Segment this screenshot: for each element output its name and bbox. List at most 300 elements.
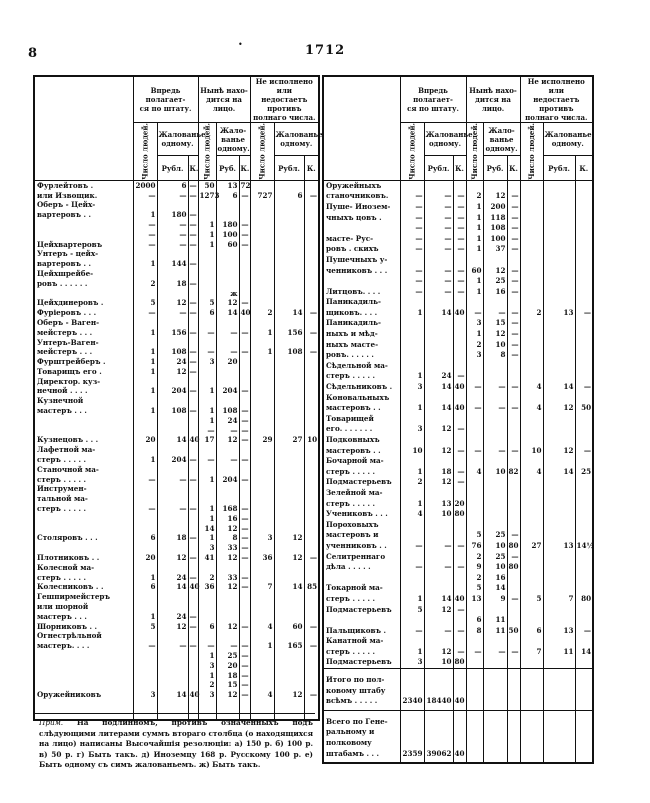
cell-short-rub: 14 (543, 456, 575, 477)
row-label: Токарной ма- стеръ . . . . . (323, 573, 400, 605)
row-label: Паникадиль- ныхъ и мѣд- ныхъ масте- ровъ. . . . . . (323, 318, 400, 360)
cell-staff-count: — — — — — (400, 202, 424, 255)
table-row (34, 180, 319, 200)
cell-staff-rub: — — (424, 276, 453, 297)
table-row (34, 631, 319, 651)
cell-staff-kop: 40 (188, 651, 198, 700)
cell-short-count: 29 (250, 416, 274, 445)
cell-short-rub (543, 180, 575, 202)
cell-present-rub: 33 12 (216, 543, 239, 563)
cell-present-kop: — 80 (508, 551, 519, 572)
cell-present-count (198, 592, 216, 621)
table-row (323, 509, 593, 520)
cell-present-kop: — (507, 636, 520, 657)
cell-staff-rub: 12 (424, 477, 453, 488)
header-per-staff: Впредь полагает- ся по штату. (133, 76, 198, 123)
cell-staff-count: 1 (133, 445, 157, 465)
cell-short-rub (543, 255, 575, 276)
cell-staff-rub: 6 — (157, 180, 188, 200)
cell-staff-rub: 12 (424, 435, 453, 456)
cell-short-kop (575, 509, 593, 520)
cell-short-rub (543, 361, 575, 382)
cell-present-kop: 82 (507, 456, 520, 477)
cell-present-count: 1 1 1 (198, 220, 216, 249)
header-kopecks: К. (453, 156, 466, 180)
row-label: Селитреннаго дѣла . . . . . (323, 552, 400, 573)
cell-present-kop: — (239, 318, 250, 338)
cell-staff-count: 1 (400, 456, 424, 477)
cell-short-count (520, 361, 543, 382)
cell-present-rub: 25 10 (483, 520, 507, 552)
table-row (34, 651, 319, 700)
table-row (34, 200, 319, 220)
cell-present-count: — (466, 636, 483, 657)
cell-present-rub: 168 (216, 484, 239, 513)
cell-present-rub (216, 249, 239, 269)
cell-staff-kop: — (188, 269, 198, 289)
row-label: Столяровъ . . . (34, 514, 133, 543)
header-salary: Жало- ванье одному. (483, 123, 520, 156)
cell-present-rub (483, 669, 507, 711)
cell-present-kop: — (507, 435, 520, 456)
table-row (323, 255, 593, 276)
cell-short-count (520, 488, 543, 509)
cell-short-rub (543, 202, 575, 255)
cell-staff-rub: 144 (157, 249, 188, 269)
cell-short-kop (575, 657, 593, 668)
cell-staff-count: 1 (133, 377, 157, 397)
cell-short-kop: — (575, 435, 593, 456)
cell-short-kop: — (304, 543, 319, 563)
cell-present-count: 1 (198, 465, 216, 485)
cell-present-kop (507, 361, 520, 382)
row-label: Колесной ма- стеръ . . . . . (34, 563, 133, 583)
cell-present-rub: 13 6 (216, 180, 239, 200)
table-row (34, 484, 319, 513)
cell-short-rub: 14 (274, 582, 304, 592)
cell-short-count (520, 509, 543, 520)
cell-short-rub (543, 509, 575, 520)
cell-present-count (466, 361, 483, 382)
cell-staff-count: 1 (133, 249, 157, 269)
cell-present-rub: — (483, 393, 507, 414)
cell-staff-count: 1 (400, 361, 424, 382)
cell-staff-count: — (400, 255, 424, 276)
cell-staff-rub: 18 (157, 514, 188, 543)
cell-short-count: 7 (520, 636, 543, 657)
cell-staff-rub: — (157, 465, 188, 485)
table-row (34, 514, 319, 543)
header-rubles: Руб. (483, 156, 507, 180)
cell-present-kop: — — — (239, 416, 250, 445)
row-label: Унтеръ-Ваген- мейстеръ . . . (34, 338, 133, 358)
cell-short-count (520, 477, 543, 488)
cell-short-count (520, 255, 543, 276)
cell-short-count (520, 657, 543, 668)
cell-present-kop (507, 477, 520, 488)
cell-staff-count: 1 (133, 367, 157, 377)
cell-staff-count: 1 (400, 573, 424, 605)
cell-present-count: 1 (198, 396, 216, 416)
cell-short-rub (274, 465, 304, 485)
cell-staff-count: 20 (133, 543, 157, 563)
cell-short-rub (274, 357, 304, 367)
cell-short-rub: 6 (274, 180, 304, 200)
row-label: Коновальныхъ мастеровъ . . (323, 393, 400, 414)
header-per-staff: Впредь полагает- ся по штату. (400, 76, 466, 123)
cell-staff-kop: — (453, 361, 466, 382)
footnote-text: На подлинномъ, противъ означенныхъ подъ слѣдующими литерами суммъ втораго столбца (о находящихся на лицо) написаны Высочайшія резолюціи: а) 150 р. б) 100 р. в) 50 р. г) Быть такъ. д) Иноземцу 168 р. Русскому 100 р. е) Быть одному съ симъ жалованьемъ. ж) Быть такъ. (39, 718, 313, 769)
cell-staff-kop: 40 (453, 297, 466, 318)
row-label: Оружейныхъ станочниковъ. (323, 180, 400, 202)
cell-staff-rub: 12 (157, 289, 188, 309)
cell-staff-kop: — (188, 396, 198, 416)
cell-short-count (520, 202, 543, 255)
cell-staff-rub: 24 (157, 592, 188, 621)
cell-present-count (466, 605, 483, 616)
row-label: Бочарной ма- стеръ . . . . . (323, 456, 400, 477)
cell-present-kop: 50 (507, 615, 520, 636)
cell-short-kop (575, 202, 593, 255)
row-label: Фуріеровъ . . . (34, 308, 133, 318)
cell-short-count (250, 445, 274, 465)
cell-present-rub: 15 12 10 8 (483, 318, 507, 360)
cell-staff-kop: — — (189, 180, 197, 200)
cell-staff-rub: — (157, 631, 188, 651)
table-row (323, 435, 593, 456)
cell-short-kop (304, 200, 319, 220)
table-row (34, 416, 319, 445)
cell-staff-count: 2340 (400, 669, 424, 711)
cell-short-rub (274, 563, 304, 583)
cell-staff-kop: 80 (453, 657, 466, 668)
header-present: Нынѣ нахо- дится на лицо. (198, 76, 250, 123)
cell-present-count (198, 249, 216, 269)
cell-present-kop: — — — — — (507, 202, 520, 255)
cell-present-rub (483, 414, 507, 435)
cell-short-kop: 25 (575, 456, 593, 477)
cell-present-kop: — (507, 382, 520, 393)
cell-present-count: 2 (466, 180, 483, 202)
header-rubles: Рубл. (274, 156, 304, 180)
cell-short-kop: — (304, 338, 319, 358)
cell-staff-rub: — (424, 552, 453, 573)
cell-short-count: 4 (520, 456, 543, 477)
cell-short-kop: 14 (575, 636, 593, 657)
cell-staff-kop: — — (453, 276, 466, 297)
cell-staff-kop: — (453, 605, 466, 616)
cell-short-kop (304, 367, 319, 377)
cell-present-kop: — (507, 393, 520, 414)
cell-staff-kop: — (453, 435, 466, 456)
cell-staff-kop: — (453, 255, 466, 276)
cell-present-rub: — (216, 318, 239, 338)
cell-staff-kop: 40 (188, 416, 198, 445)
cell-short-rub: 12 (274, 543, 304, 563)
cell-present-rub: 12 (483, 180, 507, 202)
cell-staff-rub: 18440 (424, 669, 453, 711)
cell-present-count: 60 (466, 255, 483, 276)
cell-short-kop (304, 465, 319, 485)
cell-staff-rub: 12 (157, 622, 188, 632)
cell-staff-rub: 13 (424, 488, 453, 509)
cell-staff-count: 2 (133, 269, 157, 289)
table-row (34, 249, 319, 269)
cell-present-rub: 16 12 8 (216, 514, 239, 543)
cell-present-count: 1 14 1 (198, 514, 216, 543)
row-label: Кузнецовъ . . . (34, 416, 133, 445)
cell-short-rub (274, 592, 304, 621)
cell-present-count: 50 1273 (199, 180, 220, 200)
cell-present-rub: 11 11 (483, 615, 507, 636)
cell-staff-kop: — (188, 377, 198, 397)
cell-present-count: — (198, 631, 216, 651)
cell-staff-count: 1 (400, 488, 424, 509)
row-label: Оберъ - Ваген- мейстеръ . . . (34, 318, 133, 338)
header-people-count: Число людей. (198, 123, 216, 181)
header-kopecks: К. (575, 156, 593, 180)
cell-short-count (520, 605, 543, 616)
row-label: Итого по пол- ковому штабу всѣмъ . . . . . (323, 669, 400, 711)
cell-staff-rub: 108 (157, 396, 188, 416)
cell-present-rub: — (216, 631, 239, 651)
cell-present-count (198, 367, 216, 377)
cell-staff-count: — (133, 484, 157, 513)
table-row (323, 636, 593, 657)
table-row (34, 338, 319, 358)
cell-present-rub: 12 (216, 622, 239, 632)
page-number: 8 (28, 46, 38, 61)
table-row (323, 456, 593, 477)
table-row (323, 318, 593, 360)
cell-staff-count: 2 (400, 477, 424, 488)
cell-short-kop: 80 (575, 573, 593, 605)
cell-staff-count: 1 (400, 393, 424, 414)
cell-staff-count: 4 (400, 509, 424, 520)
cell-short-kop (575, 318, 593, 360)
cell-short-count: 3 (250, 514, 274, 543)
cell-short-rub: 165 (274, 631, 304, 651)
cell-short-count (250, 563, 274, 583)
cell-staff-count: 3 (400, 414, 424, 435)
table-row (34, 592, 319, 621)
row-label: Пороховыхъ мастеровъ и ученниковъ . . (323, 520, 400, 552)
table-row (323, 382, 593, 393)
cell-short-kop: 14½ (575, 520, 593, 552)
cell-short-count (250, 592, 274, 621)
cell-present-count: 6 8 (466, 615, 483, 636)
cell-short-kop (304, 357, 319, 367)
cell-present-kop: — (239, 338, 250, 358)
cell-short-kop (304, 269, 319, 289)
cell-short-kop: 85 (304, 582, 319, 592)
row-label: Подмастерьевъ (323, 657, 400, 668)
cell-short-count (250, 289, 274, 309)
table-row (323, 605, 593, 616)
cell-present-rub (483, 710, 507, 763)
cell-present-count: 6 (198, 622, 216, 632)
cell-present-count: 3 (198, 357, 216, 367)
cell-staff-rub: 204 (157, 445, 188, 465)
cell-present-kop: — (239, 465, 250, 485)
cell-short-rub (274, 445, 304, 465)
cell-present-kop: 72 — (240, 180, 251, 200)
cell-present-count: — (198, 445, 216, 465)
table-row (323, 520, 593, 552)
cell-staff-kop: — (453, 180, 466, 202)
page-year: 1712 (305, 43, 346, 58)
cell-short-kop (304, 563, 319, 583)
cell-present-count: 6 (198, 308, 216, 318)
cell-staff-kop: — (188, 514, 198, 543)
cell-present-kop (239, 269, 250, 289)
cell-short-rub (543, 710, 575, 763)
cell-present-rub: 200 118 108 100 37 (483, 202, 507, 255)
cell-staff-kop: — (188, 592, 198, 621)
cell-staff-rub: — (424, 615, 453, 636)
cell-staff-rub: 18 (157, 269, 188, 289)
row-label: Пушечныхъ у- ченниковъ . . . (323, 255, 400, 276)
row-label: Подковныхъ мастеровъ . . (323, 435, 400, 456)
cell-present-count (198, 200, 216, 220)
cell-short-kop (575, 361, 593, 382)
cell-short-count (250, 484, 274, 513)
header-salary: Жало- ванье одному. (216, 123, 250, 156)
cell-present-count: 1 3 1 2 3 (198, 651, 216, 700)
cell-short-count: 5 (520, 573, 543, 605)
cell-staff-kop: — (188, 318, 198, 338)
cell-short-kop: 10 (304, 416, 319, 445)
cell-short-count: 1 (250, 338, 274, 358)
cell-present-count (466, 488, 483, 509)
row-label: Пуше- Инозем- чныхъ цовъ . масте- Рус- ровъ . скихъ (323, 202, 400, 255)
cell-staff-kop: — (453, 414, 466, 435)
row-label: Учениковъ . . . (323, 509, 400, 520)
cell-present-rub: 14 (216, 308, 239, 318)
cell-present-kop: — — — (239, 220, 250, 249)
cell-present-kop (507, 657, 520, 668)
cell-short-rub: 14 (543, 382, 575, 393)
cell-staff-count: 3 (400, 382, 424, 393)
cell-present-count (466, 669, 483, 711)
header-salary: Жалованье одному. (274, 123, 319, 156)
table-row (323, 552, 593, 573)
cell-staff-kop: 20 (453, 488, 466, 509)
cell-present-rub: 25 16 (483, 276, 507, 297)
cell-short-count: 727 (250, 180, 274, 200)
cell-present-kop: — (507, 297, 520, 318)
cell-short-count: 6 (520, 615, 543, 636)
cell-present-rub (483, 657, 507, 668)
cell-present-kop: — — (239, 543, 250, 563)
cell-short-kop (575, 255, 593, 276)
cell-short-rub (274, 484, 304, 513)
cell-present-rub: 33 (216, 563, 239, 583)
table-row (323, 361, 593, 382)
cell-staff-kop: — (453, 636, 466, 657)
cell-short-rub (274, 200, 304, 220)
cell-short-rub: 12 (274, 651, 304, 700)
cell-present-count: — (466, 297, 483, 318)
cell-short-count (250, 367, 274, 377)
cell-staff-kop: — (189, 621, 197, 631)
cell-present-rub: 108 (216, 396, 239, 416)
cell-short-count (250, 220, 274, 249)
cell-staff-count: 1 (133, 396, 157, 416)
table-row (323, 202, 593, 255)
cell-short-kop: — (304, 180, 319, 200)
cell-staff-count: 6 (133, 514, 157, 543)
cell-short-rub: 14 (274, 308, 304, 318)
cell-short-rub (543, 552, 575, 573)
row-label: Плотниковъ . . (34, 543, 133, 563)
cell-present-rub: — (216, 445, 239, 465)
cell-short-rub (543, 414, 575, 435)
cell-present-kop: — (507, 573, 520, 605)
cell-present-rub: 204 (216, 377, 239, 397)
cell-staff-kop: 40 (453, 573, 466, 605)
cell-present-rub: — (483, 382, 507, 393)
cell-staff-rub: — (157, 484, 188, 513)
cell-staff-rub: 10 (424, 509, 453, 520)
cell-present-kop (507, 488, 520, 509)
row-label: Литцовъ. . . . (323, 276, 400, 297)
cell-short-kop (575, 477, 593, 488)
cell-staff-kop: — (453, 456, 466, 477)
cell-staff-count: 2359 (400, 710, 424, 763)
row-label: Колесниковъ . . (34, 582, 133, 592)
cell-present-kop (507, 509, 520, 520)
cell-present-count: 3 1 2 3 (466, 318, 483, 360)
cell-staff-count: 1 (400, 297, 424, 318)
cell-staff-rub: 24 (157, 357, 188, 367)
cell-short-count (250, 377, 274, 397)
cell-present-count: — (466, 393, 483, 414)
cell-present-count: 1 — 17 (198, 416, 216, 445)
cell-staff-kop: — — — (189, 219, 197, 249)
row-label: Цейхвартеровъ (34, 220, 133, 249)
cell-staff-kop: — (189, 308, 197, 318)
cell-staff-count: — (400, 180, 424, 202)
cell-staff-rub: — — — (157, 220, 188, 249)
table-row (323, 615, 593, 636)
cell-short-count: 4 (250, 651, 274, 700)
cell-present-kop: — — — — — (239, 651, 250, 700)
cell-present-count: — (198, 318, 216, 338)
header-shortfall: Не исполнено или недостаетъ противъ полнаго числа. (250, 76, 319, 123)
cell-short-count: 10 (520, 435, 543, 456)
cell-short-kop (304, 514, 319, 543)
cell-present-count: 36 (198, 582, 216, 592)
header-salary: Жалованье одному. (543, 123, 593, 156)
cell-short-count (520, 180, 543, 202)
row-label: Оберъ - Цейх- вартеровъ . . (34, 200, 133, 220)
row-label: Кузнечной мастеръ . . . (34, 396, 133, 416)
cell-short-kop: — (304, 308, 319, 318)
header-blank (34, 76, 133, 180)
cell-present-kop (507, 605, 520, 616)
cell-staff-rub: 204 (157, 377, 188, 397)
row-label: Станочной ма- стеръ . . . . . (34, 465, 133, 485)
cell-present-kop (239, 357, 250, 367)
cell-short-rub: 60 (274, 622, 304, 632)
cell-short-kop (304, 249, 319, 269)
cell-present-count: 1 (198, 377, 216, 397)
cell-present-kop: — (239, 396, 250, 416)
row-label: Лафетной ма- стеръ . . . . . (34, 445, 133, 465)
cell-staff-rub: 14 (157, 416, 188, 445)
cell-present-rub: 16 14 9 (483, 573, 507, 605)
